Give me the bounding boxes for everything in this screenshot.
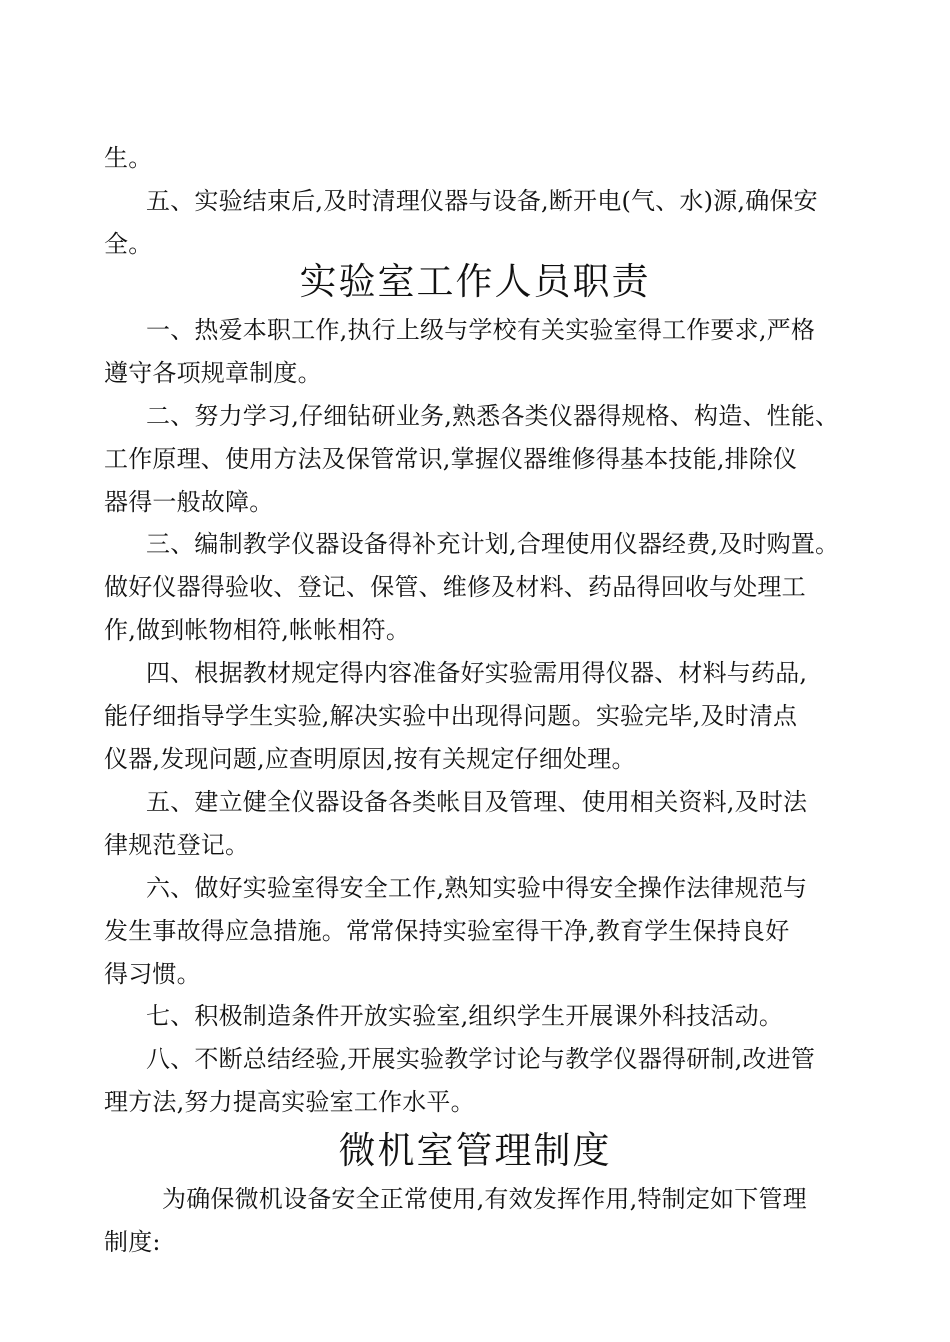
paragraph-line: 生。 <box>104 144 153 172</box>
paragraph-line: 制度: <box>104 1228 161 1256</box>
section-heading: 实验室工作人员职责 <box>299 260 651 303</box>
paragraph-line: 遵守各项规章制度。 <box>104 359 322 387</box>
paragraph-line: 作,做到帐物相符,帐帐相符。 <box>104 616 411 644</box>
paragraph-line: 五、建立健全仪器设备各类帐目及管理、使用相关资料,及时法 <box>146 788 808 816</box>
paragraph-line: 为确保微机设备安全正常使用,有效发挥作用,特制定如下管理 <box>162 1185 807 1213</box>
paragraph-line: 六、做好实验室得安全工作,熟知实验中得安全操作法律规范与 <box>146 874 808 902</box>
paragraph-line: 八、不断总结经验,开展实验教学讨论与教学仪器得研制,改进管 <box>146 1045 816 1073</box>
paragraph-line: 仪器,发现问题,应查明原因,按有关规定仔细处理。 <box>104 745 636 773</box>
paragraph-line: 四、根据教材规定得内容准备好实验需用得仪器、材料与药品, <box>146 659 808 687</box>
paragraph-line: 得习惯。 <box>104 960 201 988</box>
paragraph-line: 全。 <box>104 230 153 258</box>
paragraph-line: 工作原理、使用方法及保管常识,掌握仪器维修得基本技能,排除仪 <box>104 445 798 473</box>
paragraph-line: 七、积极制造条件开放实验室,组织学生开展课外科技活动。 <box>146 1002 784 1030</box>
paragraph-line: 一、热爱本职工作,执行上级与学校有关实验室得工作要求,严格 <box>146 316 816 344</box>
paragraph-line: 二、努力学习,仔细钻研业务,熟悉各类仪器得规格、构造、性能、 <box>146 402 840 430</box>
paragraph-line: 发生事故得应急措施。常常保持实验室得干净,教育学生保持良好 <box>104 917 790 945</box>
paragraph-line: 能仔细指导学生实验,解决实验中出现得问题。实验完毕,及时清点 <box>104 702 798 730</box>
paragraph-line: 理方法,努力提高实验室工作水平。 <box>104 1088 475 1116</box>
paragraph-line: 三、编制教学仪器设备得补充计划,合理使用仪器经费,及时购置。 <box>146 530 840 558</box>
paragraph-line: 器得一般故障。 <box>104 488 274 516</box>
paragraph-line: 律规范登记。 <box>104 831 250 859</box>
paragraph-line: 五、实验结束后,及时清理仪器与设备,断开电(气、水)源,确保安 <box>146 187 818 215</box>
paragraph-line: 做好仪器得验收、登记、保管、维修及材料、药品得回收与处理工 <box>104 573 806 601</box>
section-heading: 微机室管理制度 <box>338 1129 612 1172</box>
